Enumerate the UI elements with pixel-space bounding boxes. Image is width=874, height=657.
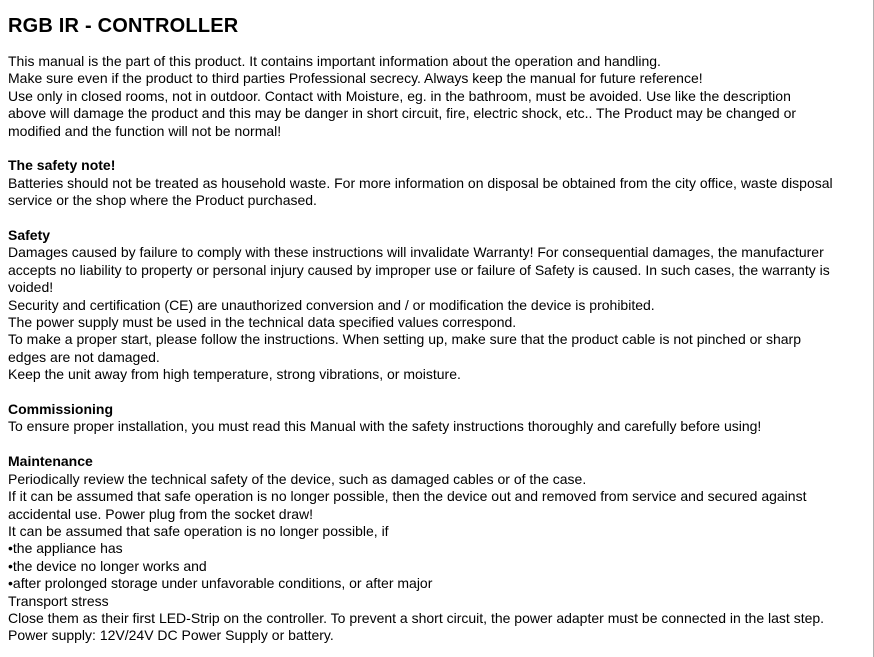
text-line: Periodically review the technical safety of the device, such as damaged cables or of the case. <box>8 470 587 487</box>
text-line: accidental use. Power plug from the socket draw! <box>8 505 314 522</box>
text-line: •the appliance has <box>8 540 123 557</box>
text-line: The power supply must be used in the technical data specified values correspond. <box>8 314 517 331</box>
text-line: This manual is the part of this product. It contains important information about the operation and handling. <box>8 53 661 69</box>
text-line: To ensure proper installation, you must read this Manual with the safety instructions thoroughly and carefully before using! <box>8 418 762 435</box>
document-title: RGB IR - CONTROLLER <box>8 15 239 37</box>
section-maintenance <box>8 453 873 644</box>
manual-body <box>8 53 873 645</box>
text-line: modified and the function will not be normal! <box>8 122 282 139</box>
text-line: above will damage the product and this may be danger in short circuit, fire, electric shock, etc.. The Product may be changed or <box>8 105 797 122</box>
text-line: •after prolonged storage under unfavorable conditions, or after major <box>8 575 433 592</box>
section-intro <box>8 53 873 140</box>
text-line: Damages caused by failure to comply with these instructions will invalidate Warranty! For consequential damages, the manufacturer <box>8 244 824 261</box>
text-line: Keep the unit away from high temperature, strong vibrations, or moisture. <box>8 366 461 383</box>
section-heading: Safety <box>8 227 51 244</box>
section-heading: Commissioning <box>8 401 114 418</box>
text-line: Close them as their first LED-Strip on the controller. To prevent a short circuit, the power adapter must be connected in the last step. <box>8 609 825 626</box>
text-line: Transport stress <box>8 592 109 609</box>
text-line: service or the shop where the Product purchased. <box>8 192 317 209</box>
text-line: If it can be assumed that safe operation is no longer possible, then the device out and removed from service and secured against <box>8 488 807 505</box>
text-line: Power supply: 12V/24V DC Power Supply or battery. <box>8 627 334 644</box>
text-line: Use only in closed rooms, not in outdoor. Contact with Moisture, eg. in the bathroom, must be avoided. Use like the description <box>8 87 791 104</box>
text-line: voided! <box>8 279 54 296</box>
text-line: accepts no liability to property or personal injury caused by improper use or failure of Safety is caused. In such cases, the warranty is <box>8 261 830 278</box>
text-line: •the device no longer works and <box>8 557 207 574</box>
text-line: To make a proper start, please follow the instructions. When setting up, make sure that the product cable is not pinched or sharp <box>8 331 801 348</box>
section-the-safety-note <box>8 157 873 209</box>
text-line: Batteries should not be treated as household waste. For more information on disposal be obtained from the city office, waste disposal <box>8 174 833 191</box>
text-line: It can be assumed that safe operation is no longer possible, if <box>8 522 389 539</box>
text-line: Security and certification (CE) are unauthorized conversion and / or modification the device is prohibited. <box>8 296 655 313</box>
section-commissioning <box>8 401 873 436</box>
section-heading: The safety note! <box>8 157 116 174</box>
text-line: edges are not damaged. <box>8 348 160 365</box>
text-line: Make sure even if the product to third parties Professional secrecy. Always keep the manual for future reference! <box>8 70 703 87</box>
section-safety <box>8 227 873 384</box>
section-heading: Maintenance <box>8 453 93 470</box>
